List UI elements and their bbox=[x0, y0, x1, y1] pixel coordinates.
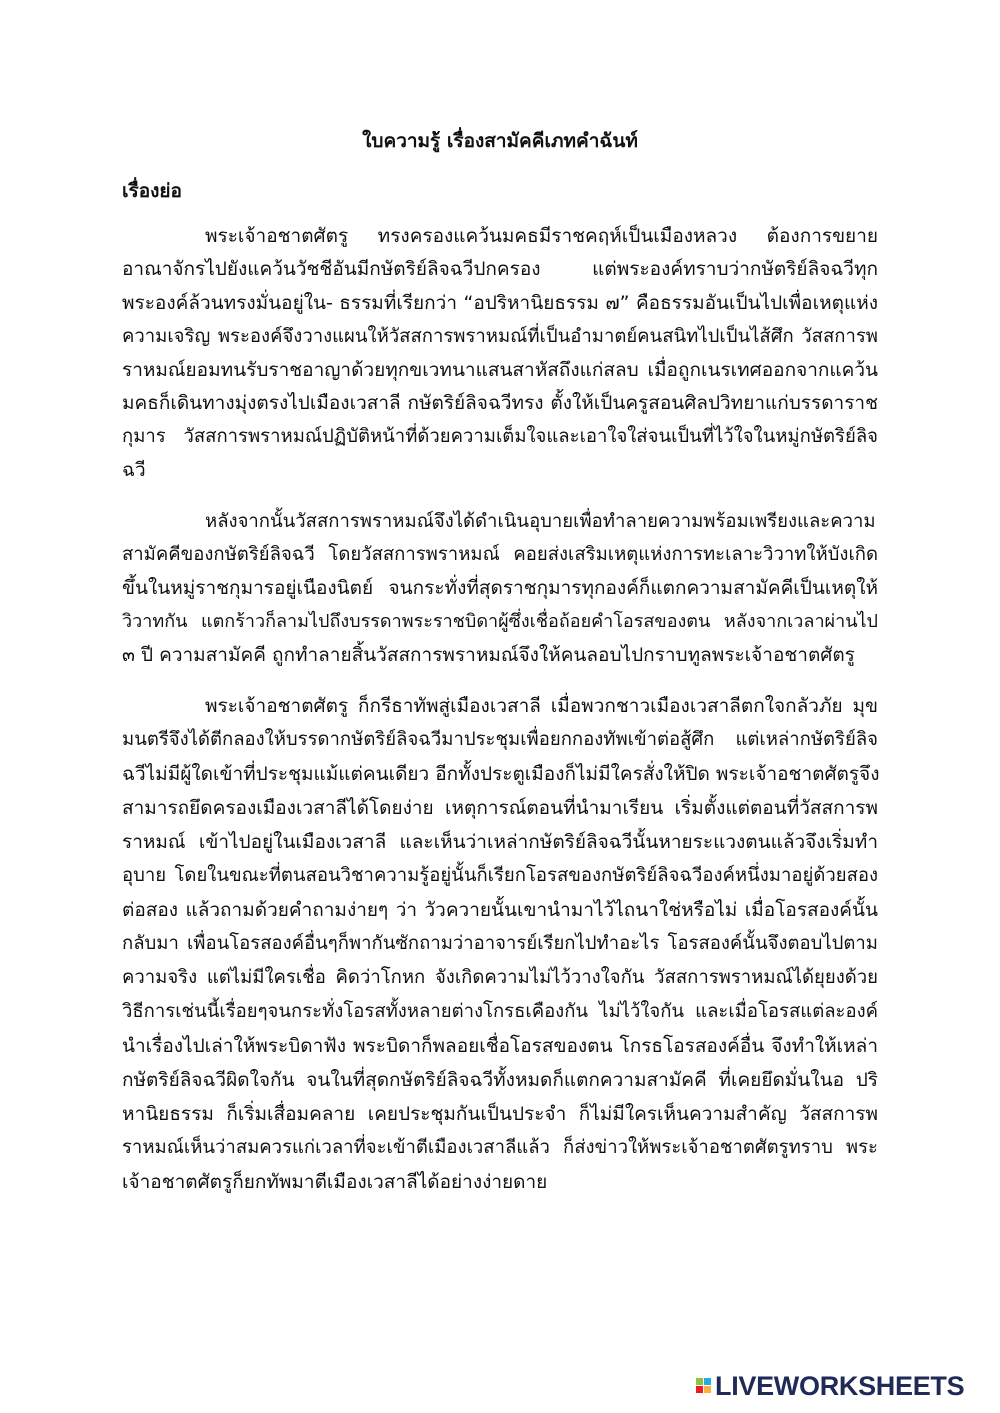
text-line: กลับมา เพื่อนโอรสองค์อื่นๆก็พากันซักถามว่าอาจารย์เรียกไปทำอะไร โอรสองค์นั้นจึงตอบไปตาม bbox=[122, 933, 878, 954]
text-line: พระองค์ล้วนทรงมั่นอยู่ใน- ธรรมที่เรียกว่า “อปริหานิยธรรม ๗” คือธรรมอันเป็นไปเพื่อเหตุแห่ง bbox=[122, 291, 878, 314]
text-line: นำเรื่องไปเล่าให้พระบิดาฟัง พระบิดาก็พลอยเชื่อโอรสของตน โกรธโอรสองค์อื่น จึงทำให้เหล่า bbox=[122, 1035, 878, 1057]
text-line: ราหมณ์ยอมทนรับราชอาญาด้วยทุกขเวทนาแสนสาหัสถึงแก่สลบ เมื่อถูกเนรเทศออกจากแคว้น bbox=[122, 358, 878, 381]
text-line: ความจริง แต่ไม่มีใครเชื่อ คิดว่าโกหก จังเกิดความไม่ไว้วางใจกัน วัสสการพราหมณ์ได้ยุยงด้วย bbox=[122, 967, 878, 988]
text-line: ความเจริญ พระองค์จึงวางแผนให้วัสสการพราหมณ์ที่เป็นอำมาตย์คนสนิทไปเป็นไส้ศึก วัสสการพ bbox=[122, 326, 878, 348]
text-line: ราหมณ์ เข้าไปอยู่ในเมืองเวสาลี และเห็นว่าเหล่ากษัตริย์ลิจฉวีนั้นหายระแวงตนแล้วจึงเริ่มทำ bbox=[122, 831, 878, 853]
text-line: หลังจากนั้นวัสสการพราหมณ์จึงได้ดำเนินอุบายเพื่อทำลายความพร้อมเพรียงและความ bbox=[205, 511, 876, 532]
liveworksheets-logo-icon bbox=[696, 1374, 712, 1398]
text-line: กุมาร วัสสการพราหมณ์ปฏิบัติหน้าที่ด้วยความเต็มใจและเอาใจใส่จนเป็นที่ไว้ใจในหมู่กษัตริย์ลิจ bbox=[122, 426, 878, 448]
text-line: ราหมณ์เห็นว่าสมควรแก่เวลาที่จะเข้าตีเมืองเวสาลีแล้ว ก็ส่งข่าวให้พระเจ้าอชาตศัตรูทราบ พระ bbox=[122, 1137, 878, 1158]
text-line: พระเจ้าอชาตศัตรู ก็กรีธาทัพสู่เมืองเวสาลี เมื่อพวกชาวเมืองเวสาลีตกใจกลัวภัย มุข bbox=[205, 695, 878, 717]
text-line: ฉวีไม่มีผู้ใดเข้าที่ประชุมแม้แต่คนเดียว อีกทั้งประตูเมืองก็ไม่มีใครสั่งให้ปิด พระเจ้าอชาตศัตรูจึง bbox=[122, 763, 880, 785]
text-line: มคธก็เดินทางมุ่งตรงไปเมืองเวสาลี กษัตริย์ลิจฉวีทรง ตั้งให้เป็นครูสอนศิลปวิทยาแก่บรรดาราช bbox=[122, 391, 878, 414]
document-title: ใบความรู้ เรื่องสามัคคีเภทคำฉันท์ bbox=[362, 130, 638, 152]
text-line: วิธีการเช่นนี้เรื่อยๆจนกระทั่งโอรสทั้งหลายต่างโกรธเคืองกัน ไม่ไว้ใจกัน และเมื่อโอรสแต่ละองค์ bbox=[122, 1001, 878, 1022]
text-line: อุบาย โดยในขณะที่ตนสอนวิชาความรู้อยู่นั้นก็เรียกโอรสของกษัตริย์ลิจฉวีองค์หนึ่งมาอยู่ด้วยสอง bbox=[122, 865, 878, 886]
text-line: สามารถยึดครองเมืองเวสาลีได้โดยง่าย เหตุการณ์ตอนที่นำมาเรียน เริ่มตั้งแต่ตอนที่วัสสการพ bbox=[122, 797, 878, 819]
liveworksheets-logo[interactable] bbox=[696, 1371, 964, 1401]
text-line: มนตรีจึงได้ตีกลองให้บรรดากษัตริย์ลิจฉวีมาประชุมเพื่อยกกองทัพเข้าต่อสู้ศึก แต่เหล่ากษัตริย์ลิจ bbox=[122, 729, 878, 750]
brand-name: LIVEWORKSHEETS bbox=[715, 1371, 965, 1401]
section-heading: เรื่องย่อ bbox=[122, 180, 182, 202]
text-line: พระเจ้าอชาตศัตรู ทรงครองแคว้นมคธมีราชคฤห์เป็นเมืองหลวง ต้องการขยาย bbox=[205, 225, 878, 247]
text-line: อาณาจักรไปยังแคว้นวัชชีอันมีกษัตริย์ลิจฉวีปกครอง แต่พระองค์ทราบว่ากษัตริย์ลิจฉวีทุก bbox=[122, 258, 878, 281]
text-line: ๓ ปี ความสามัคคี ถูกทำลายสิ้นวัสสการพราหมณ์จึงให้คนลอบไปกราบทูลพระเจ้าอชาตศัตรู bbox=[122, 643, 855, 666]
text-line: กษัตริย์ลิจฉวีผิดใจกัน จนในที่สุดกษัตริย์ลิจฉวีทั้งหมดก็แตกความสามัคคี ที่เคยยึดมั่นในอ ปริ bbox=[122, 1069, 878, 1091]
paragraph bbox=[122, 689, 878, 1199]
paragraph bbox=[122, 220, 878, 487]
text-line: ขึ้นในหมู่ราชกุมารอยู่เนืองนิตย์ จนกระทั่งที่สุดราชกุมารทุกองค์ก็แตกความสามัคคีเป็นเหตุให้ bbox=[122, 576, 878, 599]
text-line: ฉวี bbox=[122, 458, 146, 481]
text-line: ต่อสอง แล้วถามด้วยคำถามง่ายๆ ว่า วัวควายนั้นเขานำมาไว้ไถนาใช่หรือไม่ เมื่อโอรสองค์นั้น bbox=[122, 899, 878, 921]
text-line: เจ้าอชาตศัตรูก็ยกทัพมาตีเมืองเวสาลีได้อย่างง่ายดาย bbox=[122, 1171, 548, 1193]
text-line: หานิยธรรม ก็เริ่มเสื่อมคลาย เคยประชุมกันเป็นประจำ ก็ไม่มีใครเห็นความสำคัญ วัสสการพ bbox=[122, 1103, 878, 1125]
text-line: วิวาทกัน แตกร้าวก็ลามไปถึงบรรดาพระราชบิดาผู้ซึ่งเชื่อถ้อยคำโอรสของตน หลังจากเวลาผ่านไป bbox=[122, 611, 878, 633]
paragraph bbox=[122, 505, 878, 672]
text-line: สามัคคีของกษัตริย์ลิจฉวี โดยวัสสการพราหมณ์ คอยส่งเสริมเหตุแห่งการทะเลาะวิวาทให้บังเกิด bbox=[122, 544, 878, 566]
